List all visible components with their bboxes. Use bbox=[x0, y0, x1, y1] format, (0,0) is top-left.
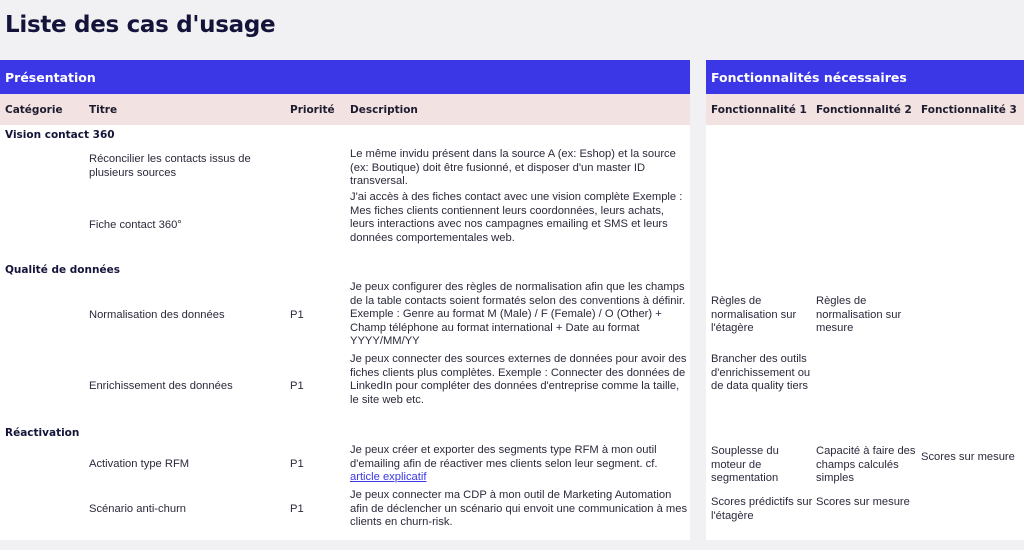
fonctionnalites-section-header: Fonctionnalités nécessaires bbox=[706, 60, 1024, 94]
row-priority-enrichissement: P1 bbox=[290, 380, 304, 392]
col-header-priorite: Priorité bbox=[290, 103, 335, 116]
row-title-churn: Scénario anti-churn bbox=[89, 503, 187, 515]
group-label-qualite: Qualité de données bbox=[5, 264, 120, 276]
row-description-churn: Je peux connecter ma CDP à mon outil de Marketing Automation afin de déclencher un scénario qui envoit une communication à mes clients en churn-risk. bbox=[350, 489, 688, 529]
rfm-f3: Scores sur mesure bbox=[921, 451, 1015, 463]
col-header-f1: Fonctionnalité 1 bbox=[711, 103, 807, 116]
presentation-section-header: Présentation bbox=[0, 60, 690, 94]
churn-f2: Scores sur mesure bbox=[816, 496, 910, 508]
churn-f1: Scores prédictifs sur l'étagère bbox=[711, 496, 813, 522]
row-title-enrichissement: Enrichissement des données bbox=[89, 380, 233, 392]
row-title-normalisation: Normalisation des données bbox=[89, 309, 225, 321]
row-description-enrichissement: Je peux connecter des sources externes de données pour avoir des fiches clients plus complètes. Exemple : Connecter des données de LinkedIn pour compléter des données d'entreprise comme la taille, le site web etc. bbox=[350, 353, 687, 406]
article-explicatif-link[interactable]: article explicatif bbox=[350, 471, 427, 484]
col-header-titre: Titre bbox=[89, 103, 118, 116]
row-description-reconcilier: Le même invidu présent dans la source A (ex: Eshop) et la source (ex: Boutique) doit être fusionné, et disposer d'un master ID transversal. bbox=[350, 148, 676, 188]
row-description-normalisation: Je peux configurer des règles de normalisation afin que les champs de la table contacts soient formatés selon des conventions à définir. Exemple : Genre au format M (Male) / F (Female) / O (Other) + Champ téléphone au format international + Date au format YYYY/MM/YY bbox=[350, 281, 686, 348]
fonctionnalites-header-row bbox=[706, 94, 1024, 125]
rfm-f2: Capacité à faire des champs calculés simples bbox=[816, 445, 916, 485]
row-description-rfm bbox=[350, 444, 688, 485]
page-title: Liste des cas d'usage bbox=[5, 12, 276, 38]
row-priority-normalisation: P1 bbox=[290, 309, 304, 321]
presentation-header-row bbox=[0, 94, 690, 125]
row-priority-rfm: P1 bbox=[290, 458, 304, 470]
col-header-f2: Fonctionnalité 2 bbox=[816, 103, 912, 116]
row-title-rfm: Activation type RFM bbox=[89, 458, 190, 470]
normalisation-f1: Règles de normalisation sur l'étagère bbox=[711, 295, 797, 335]
col-header-categorie: Catégorie bbox=[5, 103, 63, 116]
row-title-reconcilier: Réconcilier les contacts issus de plusieurs sources bbox=[89, 153, 251, 179]
row-title-fiche: Fiche contact 360° bbox=[89, 219, 182, 231]
rfm-f1: Souplesse du moteur de segmentation bbox=[711, 445, 779, 485]
normalisation-f2: Règles de normalisation sur mesure bbox=[816, 295, 902, 335]
row-priority-churn: P1 bbox=[290, 503, 304, 515]
presentation-panel bbox=[0, 60, 690, 540]
enrichissement-f1: Brancher des outils d'enrichissement ou de data quality tiers bbox=[711, 353, 811, 393]
fonctionnalites-panel bbox=[706, 60, 1024, 540]
group-label-vision: Vision contact 360 bbox=[5, 129, 115, 141]
col-header-description: Description bbox=[350, 103, 418, 116]
row-description-fiche: J'ai accès à des fiches contact avec une vision complète Exemple : Mes fiches clients contiennent leurs coordonnées, leurs achats, leurs interactions avec nos campagnes emailing et SMS et leurs données comportementales web. bbox=[350, 191, 683, 244]
col-header-f3: Fonctionnalité 3 bbox=[921, 103, 1017, 116]
rfm-description-text: Je peux créer et exporter des segments type RFM à mon outil d'emailing afin de réactiver mes clients selon leur segment. cf. bbox=[350, 444, 658, 470]
group-label-reactivation: Réactivation bbox=[5, 427, 80, 439]
